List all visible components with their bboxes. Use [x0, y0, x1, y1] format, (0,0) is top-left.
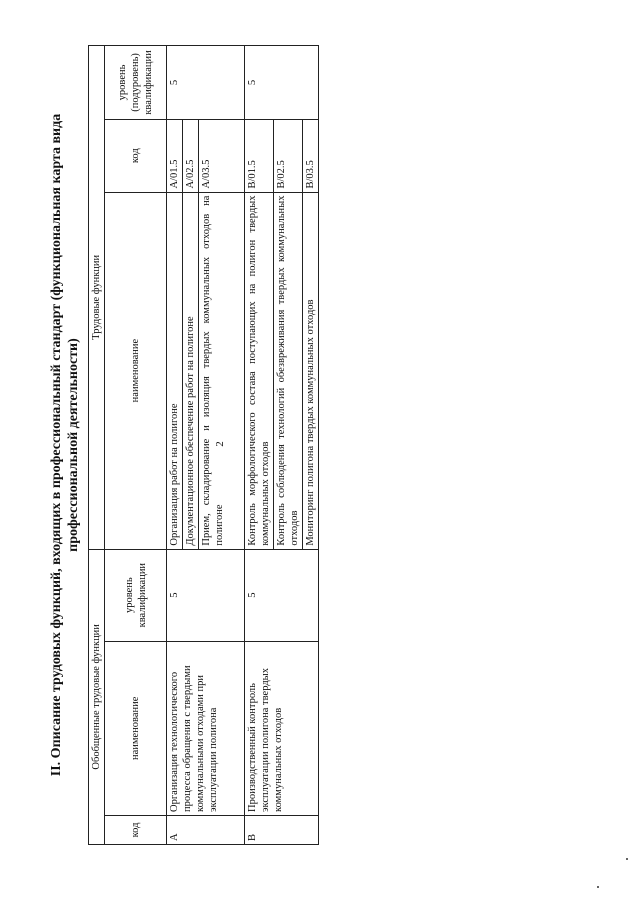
function-b1-name: Контроль морфологического состава поступающих на полигон твердых коммунальных отходов: [245, 192, 274, 549]
function-b2-code: B/02.5: [274, 119, 303, 192]
function-b2-name: Контроль соблюдения технологий обезвреживания твердых коммунальных отходов: [274, 192, 303, 549]
function-a1-name: Организация работ на полигоне: [167, 192, 183, 549]
header-level: уровень квалификации: [105, 549, 167, 641]
header-row-2: [105, 46, 167, 845]
scan-speck: [597, 886, 599, 888]
header-lf-code: код: [105, 119, 167, 192]
header-generalized: Обобщенные трудовые функции: [89, 549, 105, 844]
group-b-code: B: [245, 815, 319, 844]
title-line-1: II. Описание трудовых функций, входящих в профессиональный стандарт (функциональная карта вида: [49, 113, 64, 777]
functional-map-table: [88, 45, 319, 845]
group-b-sublevel: 5: [245, 46, 319, 120]
group-a-code: A: [167, 815, 245, 844]
header-row-1: [89, 46, 105, 845]
group-b-level: 5: [245, 549, 319, 641]
table-row: [167, 46, 183, 845]
group-b-name: Производственный контроль эксплуатации полигона твердых коммунальных отходов: [245, 641, 319, 815]
header-lf-level: уровень (подуровень) квалификации: [105, 46, 167, 120]
header-labor-functions: Трудовые функции: [89, 46, 105, 550]
function-a2-name: Документационное обеспечение работ на полигоне: [183, 192, 199, 549]
page-number: 2: [214, 441, 226, 447]
header-lf-name: наименование: [105, 192, 167, 549]
function-b1-code: B/01.5: [245, 119, 274, 192]
group-a-name: Организация технологического процесса обращения с твердыми коммунальными отходами при эксплуатации полигона: [167, 641, 245, 815]
header-code: код: [105, 815, 167, 844]
title-line-2: профессиональной деятельности): [66, 338, 81, 552]
function-a1-code: A/01.5: [167, 119, 183, 192]
function-a2-code: A/02.5: [183, 119, 199, 192]
table-row: [245, 46, 274, 845]
scan-speck: [626, 858, 628, 860]
header-name: наименование: [105, 641, 167, 815]
function-b3-code: B/03.5: [303, 119, 319, 192]
function-a3-code: A/03.5: [199, 119, 245, 192]
section-title: [48, 45, 82, 845]
function-a3-name: Прием, складирование и изоляция твердых коммунальных отходов на полигоне: [199, 192, 245, 549]
rotated-content: [40, 45, 600, 845]
function-b3-name: Мониторинг полигона твердых коммунальных отходов: [303, 192, 319, 549]
group-a-level: 5: [167, 549, 245, 641]
group-a-sublevel: 5: [167, 46, 245, 120]
